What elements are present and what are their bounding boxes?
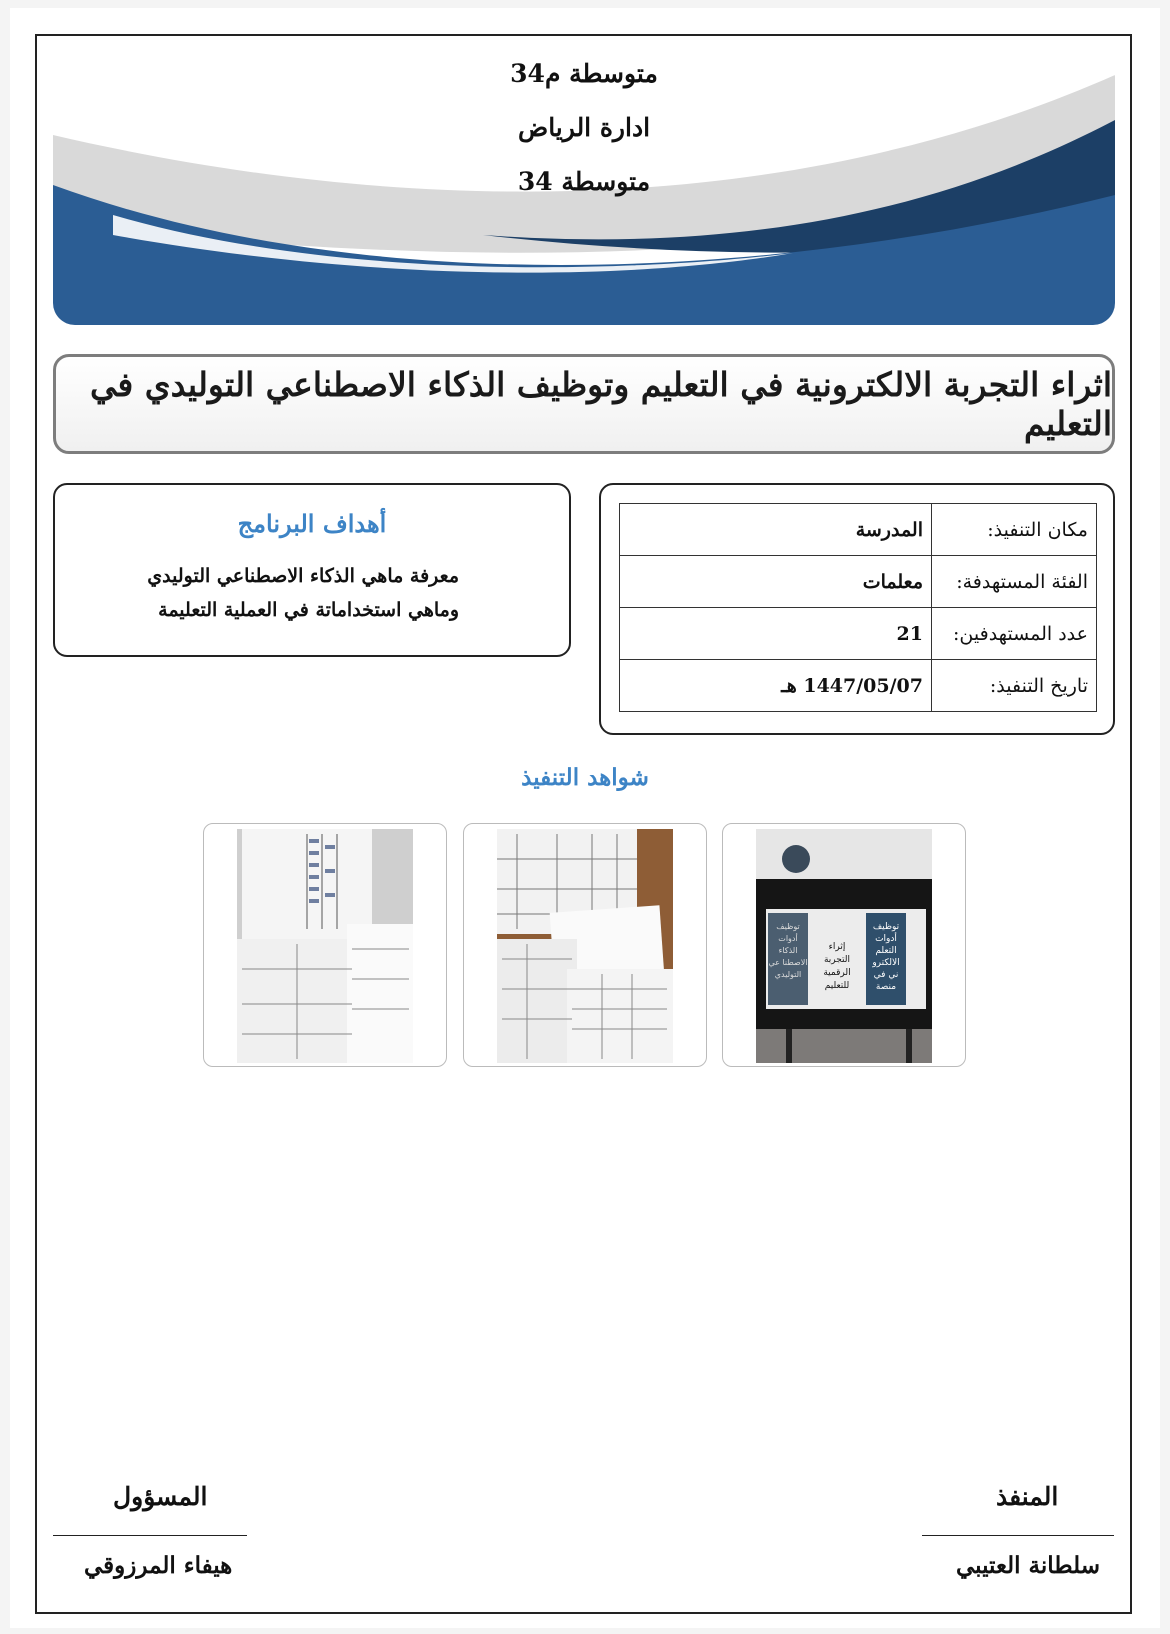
info-value: 21: [620, 608, 932, 660]
screen-panel-left: توظيف أدوات الذكاء الاصطنا عي التوليدي: [768, 922, 808, 979]
table-row: [620, 504, 1097, 556]
header-line-2: ادارة الرياض: [517, 113, 651, 142]
table-row: [620, 608, 1097, 660]
info-box: [599, 483, 1115, 735]
screen-panel-center: إثراء التجربة الرقمية للتعليم: [823, 942, 851, 991]
evidence-title: شواهد التنفيذ: [521, 764, 649, 791]
evidence-photo-papers-1: [463, 823, 707, 1067]
executor-label: المنفذ: [996, 1482, 1059, 1511]
table-row: [620, 660, 1097, 712]
supervisor-name: هيفاء المرزوقي: [84, 1552, 233, 1579]
info-value: المدرسة: [620, 504, 932, 556]
program-title: اثراء التجربة الالكترونية في التعليم وتوظيف الذكاء الاصطناعي التوليدي في التعليم: [90, 365, 1112, 443]
supervisor-label: المسؤول: [113, 1482, 208, 1511]
info-value: معلمات: [620, 556, 932, 608]
info-label: مكان التنفيذ:: [932, 504, 1097, 556]
info-table: [619, 503, 1097, 712]
executor-name: سلطانة العتيبي: [956, 1552, 1100, 1579]
program-title-box: [53, 354, 1115, 454]
info-label: تاريخ التنفيذ:: [932, 660, 1097, 712]
executor-signature-line: [922, 1535, 1114, 1536]
screen-panel-right: توظيف أدوات التعلم الالكترو ني في منصة: [872, 922, 900, 992]
table-row: [620, 556, 1097, 608]
info-label: الفئة المستهدفة:: [932, 556, 1097, 608]
header-line-3: متوسطة 34: [517, 167, 651, 196]
goal-line-2: وماهي استخداماتة في العملية التعليمة: [158, 599, 459, 621]
info-value: 1447/05/07 هـ: [620, 660, 932, 712]
evidence-photo-screen: [722, 823, 966, 1067]
goals-box: [53, 483, 571, 657]
goal-line-1: معرفة ماهي الذكاء الاصطناعي التوليدي: [147, 565, 459, 587]
goals-title: أهداف البرنامج: [237, 509, 387, 538]
evidence-photo-papers-2: [203, 823, 447, 1067]
supervisor-signature-line: [53, 1535, 247, 1536]
header-line-1: متوسطة م34: [510, 59, 658, 88]
info-label: عدد المستهدفين:: [932, 608, 1097, 660]
